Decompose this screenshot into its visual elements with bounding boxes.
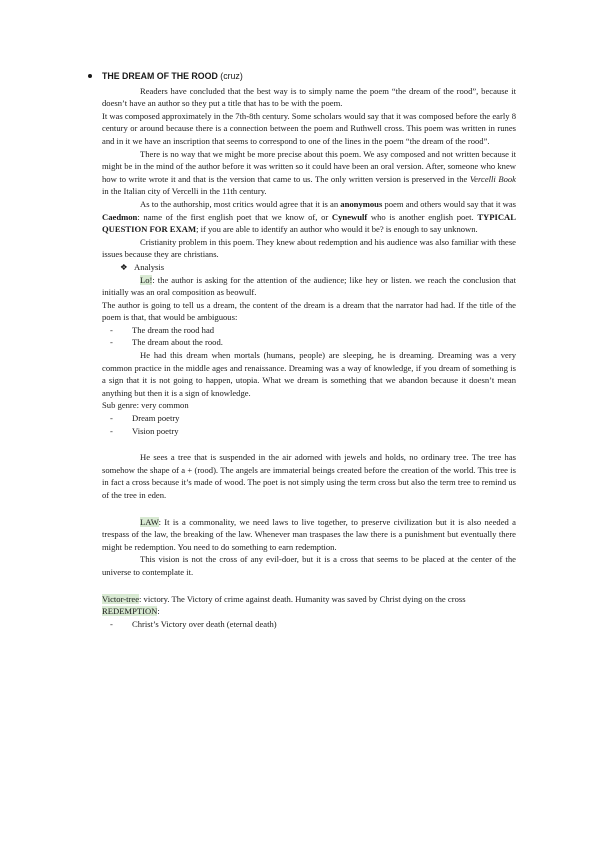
paragraph-dreaming: He had this dream when mortals (humans, people) are sleeping, he is dreaming. Dreaming was a very common practice in the middle ages and renaissance. Dreaming was a way of knowledge, if you dream of something is a sign that it is not going to happen, utopia. What we dream is something that we abandon because it doesn’t mean anything but then it is a sign of knowledge. [102,350,516,398]
analysis-bullet [102,261,516,274]
paragraph-title-origin: Readers have concluded that the best way is to simply name the poem “the dream of the rood”, because it doesn’t have an author so they put a title that has to be with the poem. [102,85,516,109]
highlighted-term: Victor-tree [102,593,140,604]
paragraph-oral-version: There is no way that we might be more precise about this poem. We asy composed and not written because it might be in the mind of the author before it was written so it could have been an oral version. After, someone who knew how to write wrote it and that is the version that came to us. The only written version is preserved in the Vercelli Book in the Italian city of Vercelli in the 11th century. [102,148,516,197]
paragraph-composition-date: It was composed approximately in the 7th-8th century. Some scholars would say that it was composed before the early 8 century or around because there is a connection between the poem and Ruthwell cross. This poem was written in runes and in it we have an inscription that seems to correspond to one of the lines in the poem “the dream of the rood”. [102,110,516,146]
bullet-icon [88,74,92,78]
paragraph-law: LAW: It is a commonality, we need laws to live together, to preserve civilization but it is also needed a trespass of the law, the breaking of the law. Whenever man traspases the law there is a punishment but eventually there might be redemption. You need to do something to earn redemption. [102,516,516,552]
subgenre-label: Sub genre: very common [102,400,189,411]
list-item: - Vision poetry [110,425,179,436]
list-item: - Christ’s Victory over death (eternal death) [110,618,277,629]
analysis-label: Analysis [134,261,165,272]
section-heading [86,70,516,83]
paragraph-tree: He sees a tree that is suspended in the air adorned with jewels and holds, no ordinary tree. The tree has somehow the shape of a + (rood). The angels are immaterial beings created before the creation of the world. This tree is in fact a cross because it’s made of wood. The poet is not simply using the term cross but also the term tree to remind us of the tree in eden. [102,452,516,500]
paragraph-victor-tree: Victor-tree: victory. The Victory of crime against death. Humanity was saved by Christ dying on the cross [102,593,466,604]
list-item: - The dream about the rood. [110,337,223,348]
heading-text: THE DREAM OF THE ROOD (cruz) [102,71,243,81]
redemption-heading: REDEMPTION: [102,606,160,617]
paragraph-lo: Lo!: the author is asking for the attention of the audience; like hey or listen. we reach the conclusion that initially was an oral composition as beowulf. [102,274,516,298]
list-item: - Dream poetry [110,413,180,424]
diamond-bullet-icon: ❖ [120,261,128,272]
paragraph-vision: This vision is not the cross of any evil-doer, but it is a cross that seems to be placed at the center of the universe to contemplate it. [102,554,516,577]
paragraph-christianity: Cristianity problem in this poem. They knew about redemption and his audience was also familiar with these issues because they are christians. [102,236,516,260]
list-item: - The dream the rood had [110,324,215,335]
highlighted-term: LAW [140,516,159,527]
highlighted-term: Lo! [140,274,153,285]
paragraph-dream-intro: The author is going to tell us a dream, the content of the dream is a dream that the narrator had had. If the title of the poem is that, that would be ambiguous: [102,299,516,323]
paragraph-authorship: As to the authorship, most critics would agree that it is an anonymous poem and others would say that it was Caedmon: name of the first english poet that we know of, or Cynewulf who is another english poet. TYPICAL QUESTION FOR EXAM; if you are able to identify an author who would it be? is enough to say unknown. [102,198,516,235]
